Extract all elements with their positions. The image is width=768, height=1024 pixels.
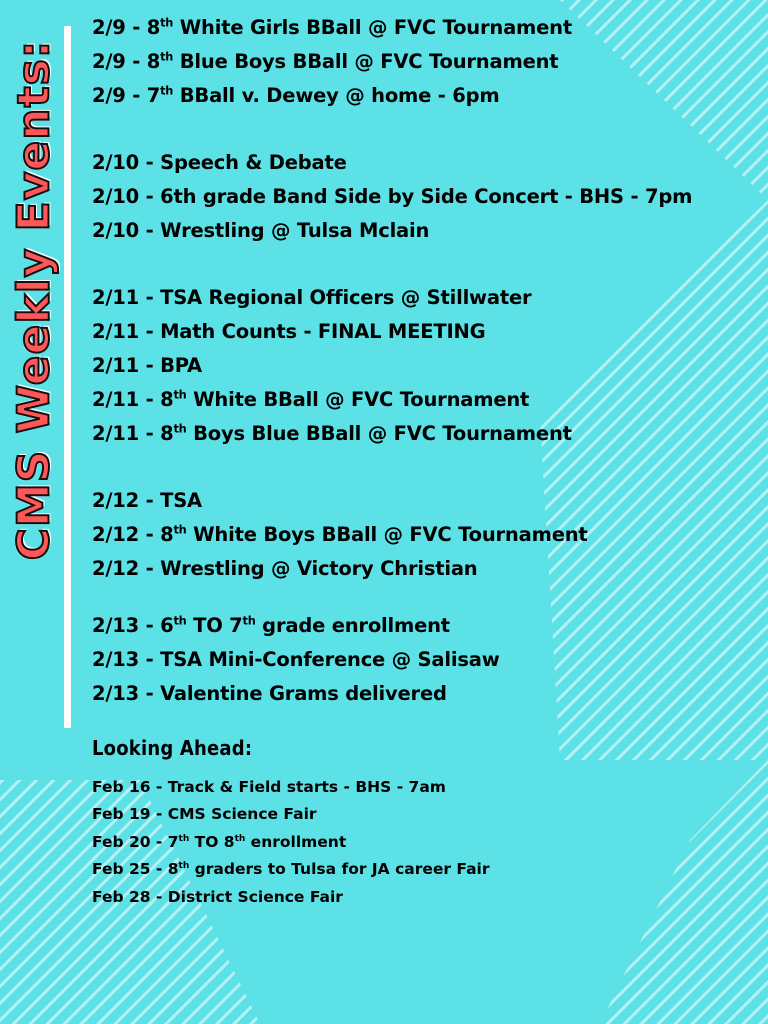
text-pre: 2/12 - TSA (92, 489, 202, 512)
text-pre: 2/9 - 8 (92, 50, 161, 73)
text-post: enrollment (245, 833, 347, 851)
looking-ahead-item (92, 777, 446, 797)
text-post: Boys Blue BBall @ FVC Tournament (186, 422, 572, 445)
text-pre: 2/10 - Speech & Debate (92, 151, 347, 174)
text-sup: th (173, 614, 187, 628)
text-pre: 2/11 - Math Counts - FINAL MEETING (92, 320, 486, 343)
text-sup: th (173, 523, 187, 537)
event-item (92, 15, 572, 41)
page-title: CMS Weekly Events: (8, 39, 60, 561)
text-pre: Feb 16 - Track & Field starts - BHS - 7am (92, 778, 446, 796)
event-item (92, 556, 478, 582)
text-post: grade enrollment (255, 614, 450, 637)
looking-ahead-item (92, 832, 346, 852)
text-pre: 2/11 - BPA (92, 354, 202, 377)
text-pre: 2/12 - Wrestling @ Victory Christian (92, 557, 478, 580)
text-sup: th (173, 388, 187, 402)
text-pre: 2/11 - 8 (92, 388, 174, 411)
text-pre: Feb 20 - 7 (92, 833, 179, 851)
text-pre: 2/9 - 7 (92, 84, 161, 107)
looking-ahead-item (92, 887, 343, 907)
text-pre: 2/11 - 8 (92, 422, 174, 445)
text-pre: 2/13 - 6 (92, 614, 174, 637)
text-pre: 2/10 - 6th grade Band Side by Side Concert - BHS - 7pm (92, 185, 693, 208)
event-item (92, 150, 347, 176)
text-sup: th (178, 833, 190, 844)
text-pre: 2/12 - 8 (92, 523, 174, 546)
text-pre: 2/10 - Wrestling @ Tulsa Mclain (92, 219, 430, 242)
text-post: White Boys BBall @ FVC Tournament (186, 523, 588, 546)
text-post: Blue Boys BBall @ FVC Tournament (173, 50, 559, 73)
text-pre: 2/13 - Valentine Grams delivered (92, 682, 447, 705)
looking-ahead-heading: Looking Ahead: (92, 736, 253, 760)
text-pre: Feb 19 - CMS Science Fair (92, 805, 317, 823)
text-pre: 2/9 - 8 (92, 16, 161, 39)
text-post: graders to Tulsa for JA career Fair (189, 860, 490, 878)
text-sup: th (160, 16, 174, 30)
text-mid: TO 7 (186, 614, 243, 637)
event-item (92, 522, 588, 548)
looking-ahead-item (92, 859, 490, 879)
text-sup2: th (242, 614, 256, 628)
text-post: White BBall @ FVC Tournament (186, 388, 530, 411)
event-item (92, 319, 485, 345)
event-item (92, 83, 500, 109)
event-item (92, 353, 202, 379)
event-item (92, 647, 500, 673)
text-post: White Girls BBall @ FVC Tournament (173, 16, 572, 39)
event-item (92, 49, 558, 75)
event-item (92, 613, 450, 639)
text-sup: th (178, 860, 190, 871)
text-sup: th (160, 50, 174, 64)
text-post: BBall v. Dewey @ home - 6pm (173, 84, 500, 107)
event-item (92, 488, 202, 514)
event-item (92, 184, 692, 210)
event-item (92, 218, 429, 244)
looking-ahead-item (92, 804, 317, 824)
text-pre: 2/11 - TSA Regional Officers @ Stillwater (92, 286, 532, 309)
text-sup: th (160, 84, 174, 98)
text-sup2: th (234, 833, 246, 844)
vertical-divider (64, 26, 71, 728)
text-pre: Feb 25 - 8 (92, 860, 179, 878)
event-item (92, 421, 572, 447)
event-item (92, 285, 531, 311)
text-mid: TO 8 (189, 833, 235, 851)
text-pre: 2/13 - TSA Mini-Conference @ Salisaw (92, 648, 500, 671)
text-pre: Feb 28 - District Science Fair (92, 888, 343, 906)
event-item (92, 387, 529, 413)
event-item (92, 681, 447, 707)
text-sup: th (173, 422, 187, 436)
